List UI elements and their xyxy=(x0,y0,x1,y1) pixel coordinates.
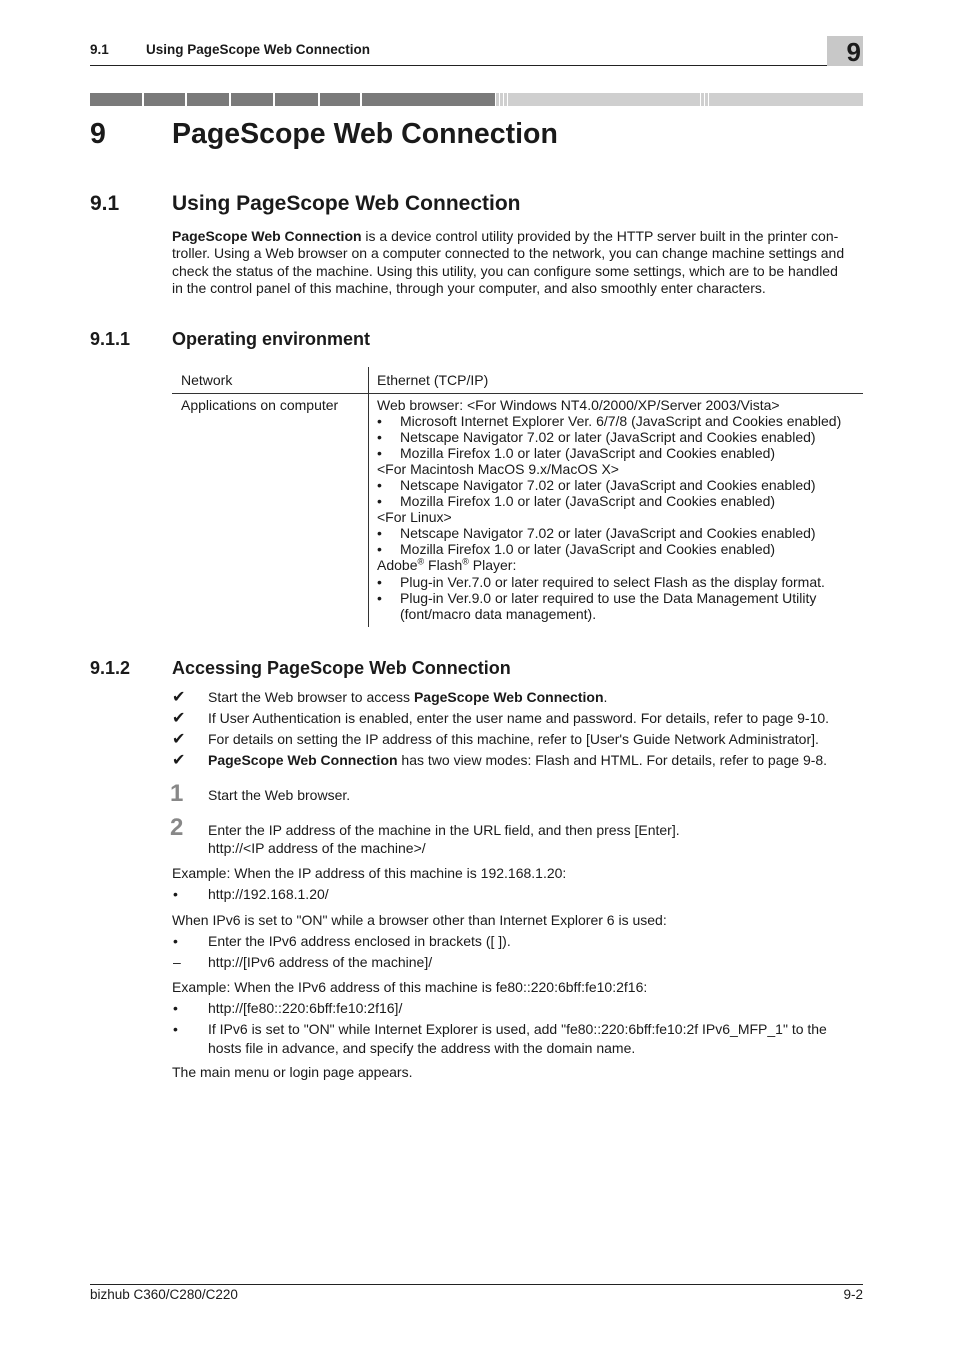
ipv6-dash-item: http://[IPv6 address of the machine]/ xyxy=(208,954,433,970)
check-item-1: Start the Web browser to access PageScope Web Connection. xyxy=(208,689,608,705)
bullet: • xyxy=(377,525,382,541)
bullet: • xyxy=(377,413,382,429)
check-icon: ✔ xyxy=(172,710,186,727)
step-number: 1 xyxy=(170,780,184,807)
step-subtext: http://<IP address of the machine>/ xyxy=(208,840,426,856)
intro-bold-term: PageScope Web Connection xyxy=(172,228,362,244)
bullet: • xyxy=(377,590,382,606)
header-chapter-tab: 9 xyxy=(827,36,863,66)
running-header xyxy=(90,37,863,67)
bullet: • xyxy=(173,933,178,949)
bullet: • xyxy=(173,1000,178,1016)
environment-table xyxy=(172,367,863,627)
section-number: 9.1 xyxy=(90,192,120,215)
table-line: (font/macro data management). xyxy=(400,606,597,622)
ipv6-note: When IPv6 is set to "ON" while a browser other than Internet Explorer 6 is used: xyxy=(172,912,667,928)
check-item-4: PageScope Web Connection has two view modes: Flash and HTML. For details, refer to page 9-8. xyxy=(208,752,828,768)
table-column-divider xyxy=(368,367,369,627)
table-line: Plug-in Ver.7.0 or later required to select Flash as the display format. xyxy=(400,574,825,590)
subsection-number: 9.1.1 xyxy=(90,329,131,349)
result-text: The main menu or login page appears. xyxy=(172,1064,413,1080)
header-section-title: Using PageScope Web Connection xyxy=(146,42,371,57)
bullet: • xyxy=(377,541,382,557)
section-title: Using PageScope Web Connection xyxy=(172,192,521,215)
table-label-applications: Applications on computer xyxy=(181,397,339,413)
header-section-number: 9.1 xyxy=(90,42,109,57)
example-1-url: http://192.168.1.20/ xyxy=(208,886,329,902)
subsection-title: Accessing PageScope Web Connection xyxy=(172,658,511,678)
player-text: Player: xyxy=(468,557,517,573)
table-line: Mozilla Firefox 1.0 or later (JavaScript and Cookies enabled) xyxy=(400,445,776,461)
step-text: Enter the IP address of the machine in the URL field, and then press [Enter]. xyxy=(208,822,680,838)
chapter-title-text: PageScope Web Connection xyxy=(172,118,558,150)
bullet: • xyxy=(377,429,382,445)
intro-line-1: is a device control utility provided by the HTTP server built in the printer con- xyxy=(361,228,839,244)
example-1: Example: When the IP address of this machine is 192.168.1.20: xyxy=(172,865,567,881)
table-row-divider xyxy=(172,393,863,394)
footer-model: bizhub C360/C280/C220 xyxy=(90,1287,238,1302)
table-line-adobe xyxy=(377,557,516,574)
table-line: <For Linux> xyxy=(377,509,452,525)
table-line: Netscape Navigator 7.02 or later (JavaScript and Cookies enabled) xyxy=(400,477,816,493)
step-text: Start the Web browser. xyxy=(208,787,351,803)
table-line: Web browser: <For Windows NT4.0/2000/XP/Server 2003/Vista> xyxy=(377,397,780,413)
intro-line-3: check the status of the machine. Using this utility, you can configure some settings, which are to be handled xyxy=(172,262,838,279)
step-number: 2 xyxy=(170,814,184,841)
subsection-number: 9.1.2 xyxy=(90,658,131,678)
table-line: Mozilla Firefox 1.0 or later (JavaScript and Cookies enabled) xyxy=(400,541,776,557)
table-label-network: Network xyxy=(181,372,233,388)
table-value-network: Ethernet (TCP/IP) xyxy=(377,372,489,388)
adobe-text: Adobe xyxy=(377,557,418,573)
bullet: • xyxy=(173,886,178,902)
example-2-url: http://[fe80::220:6bff:fe10:2f16]/ xyxy=(208,1000,403,1016)
page-footer xyxy=(90,1284,863,1302)
subsection-title: Operating environment xyxy=(172,329,371,349)
table-line: Mozilla Firefox 1.0 or later (JavaScript and Cookies enabled) xyxy=(400,493,776,509)
flash-text: Flash xyxy=(424,557,463,573)
dash: – xyxy=(173,954,181,970)
decorative-header-bar xyxy=(90,93,863,106)
intro-paragraph xyxy=(172,228,864,298)
footer-page-number: 9-2 xyxy=(843,1287,863,1302)
table-line: Plug-in Ver.9.0 or later required to use the Data Management Utility xyxy=(400,590,817,606)
table-line: <For Macintosh MacOS 9.x/MacOS X> xyxy=(377,461,619,477)
check-icon: ✔ xyxy=(172,731,186,748)
chapter-number: 9 xyxy=(90,118,106,150)
ie-note-line-2: hosts file in advance, and specify the address with the domain name. xyxy=(208,1040,636,1056)
bullet: • xyxy=(173,1021,178,1037)
bullet: • xyxy=(377,574,382,590)
example-2: Example: When the IPv6 address of this machine is fe80::220:6bff:fe10:2f16: xyxy=(172,979,648,995)
bullet: • xyxy=(377,445,382,461)
check-icon: ✔ xyxy=(172,689,186,706)
table-line: Microsoft Internet Explorer Ver. 6/7/8 (JavaScript and Cookies enabled) xyxy=(400,413,842,429)
registered-mark: ® xyxy=(417,556,425,567)
bullet: • xyxy=(377,493,382,509)
check-item-2: If User Authentication is enabled, enter the user name and password. For details, refer to page 9-10. xyxy=(208,710,830,726)
registered-mark: ® xyxy=(462,556,469,567)
check-item-3: For details on setting the IP address of this machine, refer to [User's Guide Network Administrator]. xyxy=(208,731,819,747)
intro-line-4: in the control panel of this machine, through your computer, and also smoothly enter characters. xyxy=(172,280,766,297)
ipv6-bullet: Enter the IPv6 address enclosed in brackets ([ ]). xyxy=(208,933,511,949)
table-line: Netscape Navigator 7.02 or later (JavaScript and Cookies enabled) xyxy=(400,429,816,445)
ie-note-line-1: If IPv6 is set to "ON" while Internet Explorer is used, add "fe80::220:6bff:fe10:2f IPv6_MFP_1" to the xyxy=(208,1021,827,1037)
table-line: Netscape Navigator 7.02 or later (JavaScript and Cookies enabled) xyxy=(400,525,816,541)
bullet: • xyxy=(377,477,382,493)
intro-line-2: troller. Using a Web browser on a computer connected to the network, you can change machine settings and xyxy=(172,245,845,262)
check-icon: ✔ xyxy=(172,752,186,769)
